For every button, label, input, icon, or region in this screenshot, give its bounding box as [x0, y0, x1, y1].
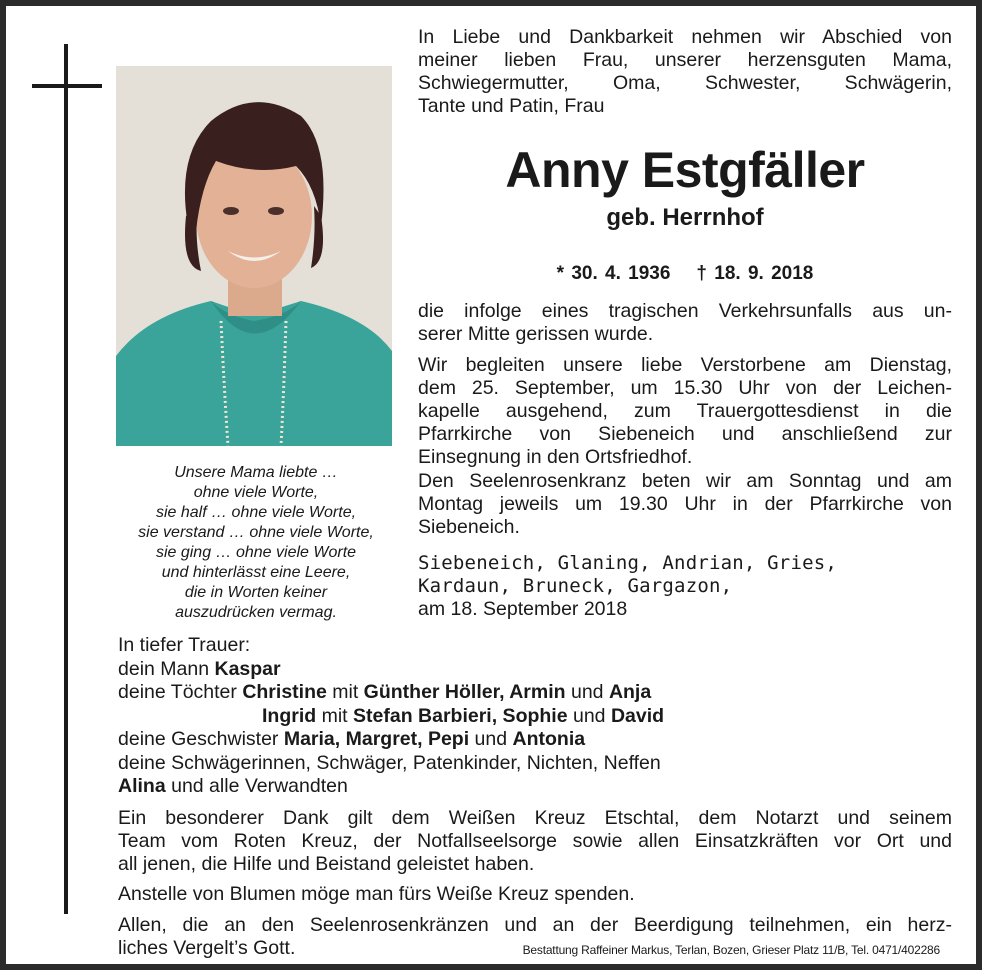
body-line: kapelle ausgehend, zum Trauergottesdienst in die [418, 400, 952, 422]
mourner-inlaws: deine Schwägerinnen, Schwäger, Patenkinder, Nichten, Neffen [118, 751, 661, 774]
birth-date: * 30. 4. 1936 [556, 263, 671, 284]
maiden-name: geb. Herrnhof [606, 204, 764, 231]
mourner-label: dein Mann [118, 657, 215, 680]
body-line: Montag jeweils um 19.30 Uhr in der Pfarrkirche von [418, 493, 952, 515]
body-line: dem 25. September, um 15.30 Uhr von der Leichen- [418, 377, 952, 399]
accident-text [418, 300, 952, 346]
mourner-name: Alina [118, 775, 166, 797]
mourner-relatives [118, 775, 958, 799]
mourner-name: David [610, 704, 665, 727]
deceased-name: Anny Estgfäller [505, 142, 865, 198]
mourner-connector: mit [326, 681, 364, 703]
mourners-heading: In tiefer Trauer: [118, 634, 251, 656]
quote-line: ohne viele Worte, [193, 484, 319, 501]
mourner-husband [118, 658, 958, 682]
intro-line: Tante und Patin, Frau [418, 95, 605, 117]
cross-icon [64, 44, 68, 914]
quote-line: Unsere Mama liebte … [174, 464, 338, 481]
undertaker-credit: Bestattung Raffeiner Markus, Terlan, Bozen, Grieser Platz 11/B, Tel. 0471/402286 [522, 943, 940, 957]
body-line: Den Seelenrosenkranz beten wir am Sonntag und am [418, 470, 952, 492]
quote-line: und hinterlässt eine Leere, [161, 564, 351, 581]
notice-date: am 18. September 2018 [418, 598, 628, 620]
places-line: Siebeneich, Glaning, Andrian, Gries, [418, 552, 838, 574]
mourner-name: Stefan Barbieri, Sophie [353, 704, 568, 727]
quote-line: sie ging … ohne viele Worte [155, 544, 357, 561]
death-date: † 18. 9. 2018 [696, 263, 814, 284]
thanks-line: Team vom Roten Kreuz, der Notfallseelsorge sowie allen Einsatzkräften vor Ort und [118, 830, 952, 852]
mourner-siblings [118, 728, 958, 752]
mourner-connector: und [469, 728, 513, 750]
cross-icon-bar [32, 84, 102, 88]
memorial-quote [106, 463, 406, 623]
flowers-note: Anstelle von Blumen möge man fürs Weiße Kreuz spenden. [118, 883, 635, 905]
body-line: Einsegnung in den Ortsfriedhof. [418, 446, 693, 468]
gratitude-line: liches Vergelt’s Gott. [118, 937, 296, 959]
body-line: Wir begleiten unsere liebe Verstorbene am Dienstag, [418, 354, 952, 376]
gratitude-line: Allen, die an den Seelenrosenkränzen und an der Beerdigung teilnehmen, ein herz- [118, 914, 952, 936]
intro-line: meiner lieben Frau, unserer herzensguten Mama, [418, 49, 952, 71]
mourner-name: Ingrid [262, 704, 317, 727]
mourner-name: Antonia [512, 728, 586, 750]
life-dates [418, 261, 952, 287]
mourner-daughter-1 [118, 681, 958, 705]
portrait-photo [116, 66, 392, 446]
mourner-connector: und [565, 681, 609, 703]
mourner-name: Kaspar [214, 657, 281, 680]
mourner-connector: und [567, 704, 611, 727]
mourner-daughter-2 [118, 705, 958, 729]
quote-line: sie half … ohne viele Worte, [155, 504, 357, 521]
mourner-label: deine Geschwister [118, 728, 284, 750]
intro-text [418, 26, 952, 118]
rosary-text [418, 470, 952, 539]
thanks-line: all jenen, die Hilfe und Beistand geleistet haben. [118, 853, 535, 875]
quote-line: die in Worten keiner [184, 584, 328, 601]
mourners-list [118, 634, 958, 799]
intro-line: Schwiegermutter, Oma, Schwester, Schwägerin, [418, 72, 952, 94]
mourner-name: Christine [242, 681, 327, 703]
mourner-label: deine Töchter [118, 681, 243, 703]
mourner-label: und alle Verwandten [165, 775, 348, 797]
mourner-name: Anja [608, 681, 652, 703]
quote-line: sie verstand … ohne viele Worte, [138, 524, 374, 541]
thanks-line: Ein besonderer Dank gilt dem Weißen Kreuz Etschtal, dem Notarzt und seinem [118, 807, 952, 829]
body-line: serer Mitte gerissen wurde. [418, 323, 654, 345]
body-line: Pfarrkirche von Siebeneich und anschließend zur [418, 423, 952, 445]
intro-line: In Liebe und Dankbarkeit nehmen wir Abschied von [418, 26, 952, 48]
funeral-text [418, 354, 952, 469]
thanks-text [118, 807, 952, 876]
places-block [418, 552, 952, 621]
body-line: Siebeneich. [418, 516, 520, 538]
mourner-connector: mit [316, 704, 354, 727]
places-line: Kardaun, Bruneck, Gargazon, [418, 575, 733, 597]
mourner-name: Günther Höller, Armin [363, 681, 566, 703]
body-line: die infolge eines tragischen Verkehrsunfalls aus un- [418, 300, 952, 322]
quote-line: auszudrücken vermag. [175, 604, 337, 621]
mourner-name: Maria, Margret, Pepi [283, 728, 470, 750]
